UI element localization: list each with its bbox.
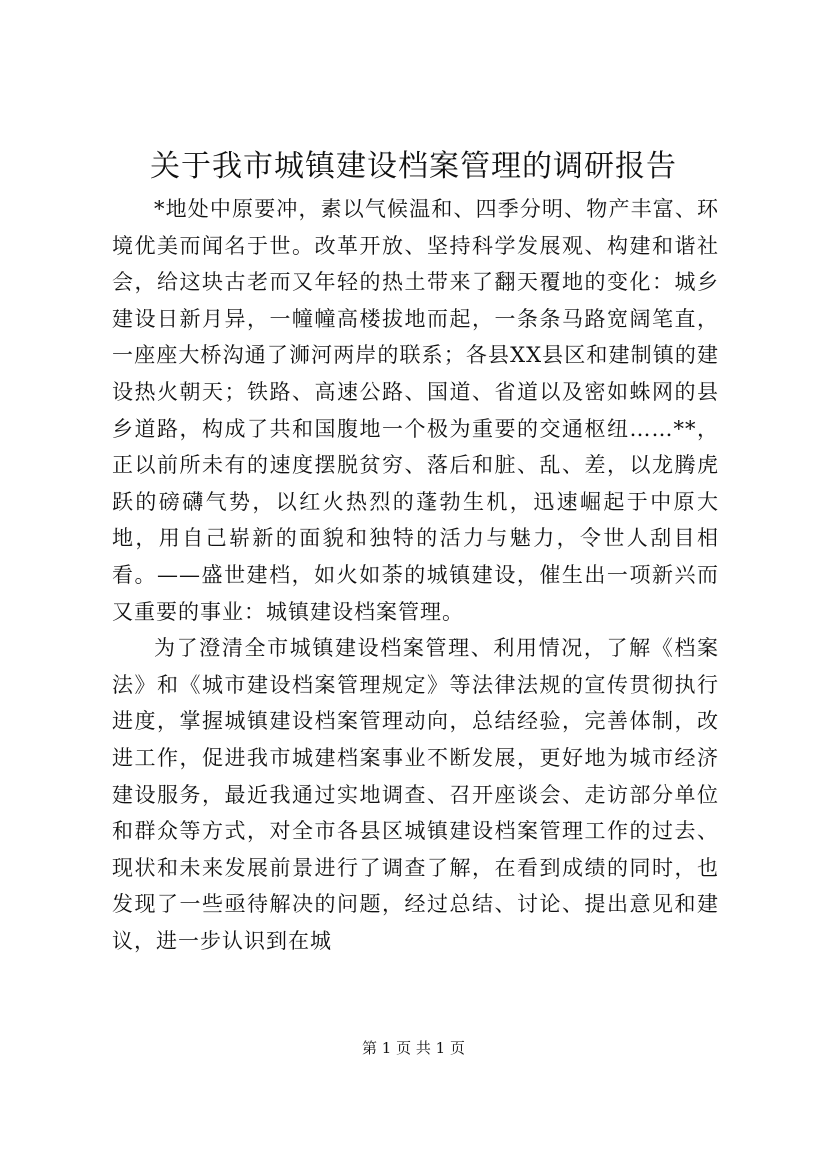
document-body [112, 191, 719, 959]
body-paragraph-2: 为了澄清全市城镇建设档案管理、利用情况，了解《档案法》和《城市建设档案管理规定》等法律法规的宣传贯彻执行进度，掌握城镇建设档案管理动向，总结经验，完善体制，改进工作，促进我市城建档案事业不断发展，更好地为城市经济建设服务，最近我通过实地调查、召开座谈会、走访部分单位和群众等方式，对全市各县区城镇建设档案管理工作的过去、现状和未来发展前景进行了调查了解，在看到成绩的同时，也发现了一些亟待解决的问题，经过总结、讨论、提出意见和建议，进一步认识到在城 [112, 636, 719, 953]
body-paragraph-1: *地处中原要冲，素以气候温和、四季分明、物产丰富、环境优美而闻名于世。改革开放、坚持科学发展观、构建和谐社会，给这块古老而又年轻的热土带来了翻天覆地的变化：城乡建设日新月异，一幢幢高楼拔地而起，一条条马路宽阔笔直，一座座大桥沟通了浉河两岸的联系；各县XX县区和建制镇的建设热火朝天；铁路、高速公路、国道、省道以及密如蛛网的县乡道路，构成了共和国腹地一个极为重要的交通枢纽……**，正以前所未有的速度摆脱贫穷、落后和脏、乱、差，以龙腾虎跃的磅礴气势，以红火热烈的蓬勃生机，迅速崛起于中原大地，用自己崭新的面貌和独特的活力与魅力，令世人刮目相看。——盛世建档，如火如荼的城镇建设，催生出一项新兴而又重要的事业：城镇建设档案管理。 [112, 197, 719, 624]
document-title: 关于我市城镇建设档案管理的调研报告 [150, 149, 677, 184]
page-footer: 第 1 页 共 1 页 [362, 1039, 465, 1057]
